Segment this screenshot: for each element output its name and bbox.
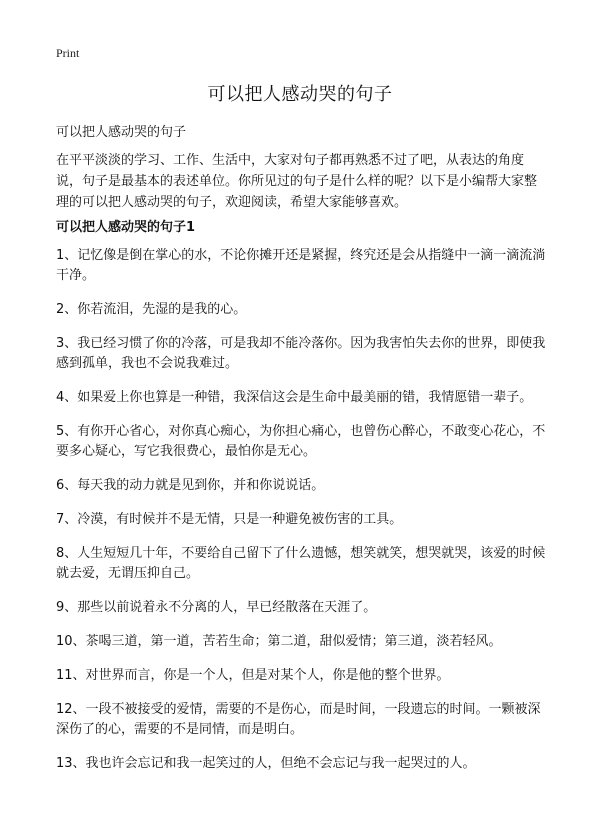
list-item: 13、我也许会忘记和我一起笑过的人，但绝不会忘记与我一起哭过的人。 [56,756,476,771]
document-subtitle: 可以把人感动哭的句子 [56,125,187,140]
list-item: 6、每天我的动力就是见到你，并和你说说话。 [56,478,325,493]
list-item: 12、一段不被接受的爱情，需要的不是伤心，而是时间，一段遗忘的时间。一颗被深深伤了的心，需要的不是同情，而是明白。 [56,702,541,737]
print-label[interactable]: Print [56,46,80,60]
list-item: 1、记忆像是倒在掌心的水，不论你摊开还是紧握，终究还是会从指缝中一滴一滴流淌干净。 [56,248,546,283]
list-item: 10、茶喝三道，第一道，苦若生命；第二道，甜似爱情；第三道，淡若轻风。 [56,634,502,649]
sentence-list [56,246,548,788]
list-item: 7、冷漠，有时候并不是无情，只是一种避免被伤害的工具。 [56,512,403,527]
list-item: 11、对世界而言，你是一个人，但是对某个人，你是他的整个世界。 [56,668,450,683]
list-item: 4、如果爱上你也算是一种错，我深信这会是生命中最美丽的错，我情愿错一辈子。 [56,390,533,405]
section-heading: 可以把人感动哭的句子1 [56,220,196,235]
list-item: 2、你若流泪，先湿的是我的心。 [56,302,247,317]
page-title: 可以把人感动哭的句子 [207,84,393,105]
list-item: 5、有你开心省心，对你真心痴心，为你担心痛心，也曾伤心醉心，不敢变心花心，不要多心疑心，写它我很费心，最怕你是无心。 [56,424,546,459]
list-item: 8、人生短短几十年，不要给自己留下了什么遗憾，想笑就笑，想哭就哭，该爱的时候就去爱，无谓压抑自己。 [56,546,546,581]
intro-paragraph: 在平平淡淡的学习、工作、生活中，大家对句子都再熟悉不过了吧，从表达的角度说，句子是最基本的表述单位。你所见过的句子是什么样的呢？以下是小编帮大家整理的可以把人感动哭的句子，欢迎阅读，希望大家能够喜欢。 [56,153,538,210]
list-item: 9、那些以前说着永不分离的人，早已经散落在天涯了。 [56,600,377,615]
list-item: 3、我已经习惯了你的冷落，可是我却不能冷落你。因为我害怕失去你的世界，即使我感到孤单，我也不会说我难过。 [56,336,546,371]
